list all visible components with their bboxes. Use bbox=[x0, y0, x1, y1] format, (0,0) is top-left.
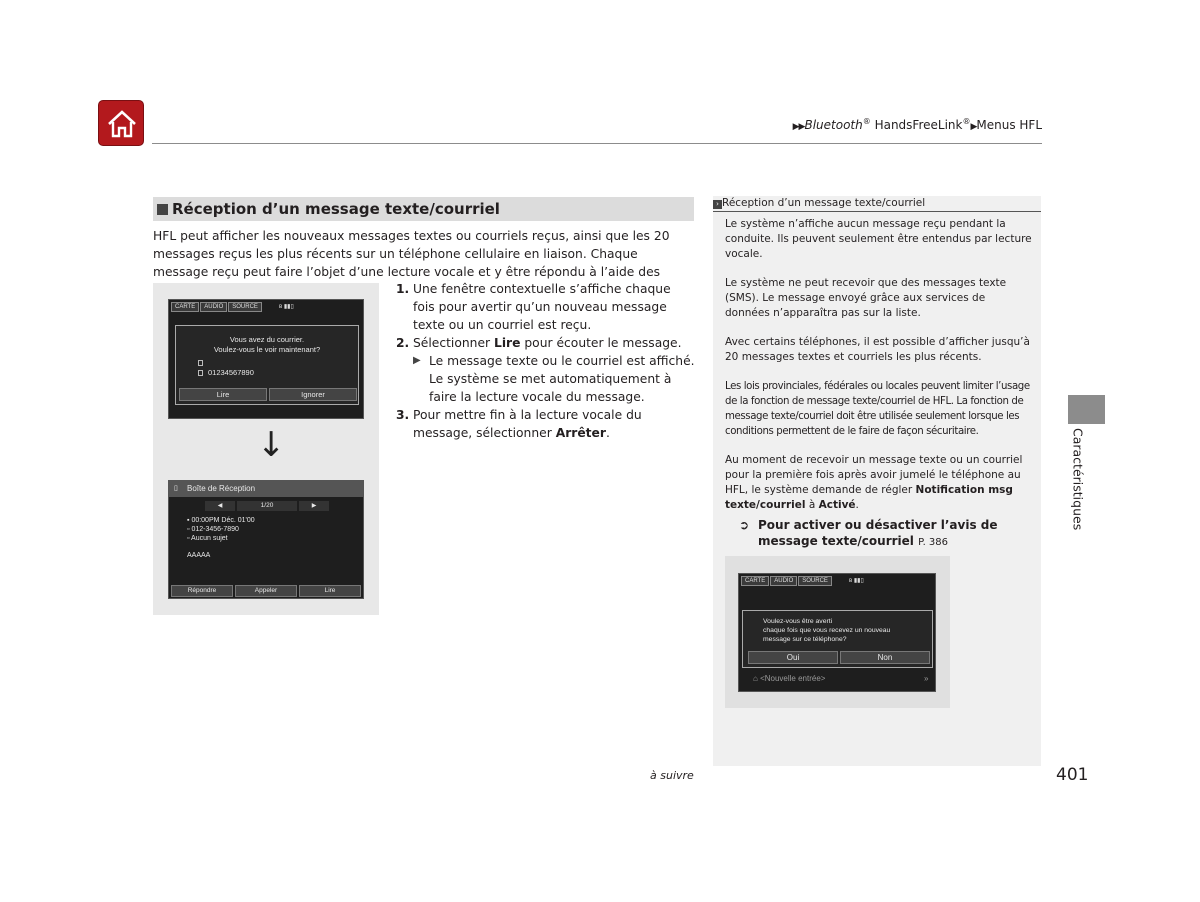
tab-source: SOURCE bbox=[798, 576, 832, 586]
screen-notification-prompt bbox=[738, 573, 936, 692]
prompt-line-2: chaque fois que vous recevez un nouveau bbox=[763, 627, 891, 634]
prev-page-button[interactable]: ◀ bbox=[205, 501, 235, 511]
header-divider bbox=[152, 143, 1042, 144]
tab-carte: CARTE bbox=[171, 302, 199, 312]
message-phone: ▫ 012-3456-7890 bbox=[187, 526, 239, 533]
continued-note: à suivre bbox=[650, 769, 694, 782]
scroll-down-icon[interactable]: » bbox=[924, 674, 929, 683]
inbox-title: Boîte de Réception bbox=[187, 484, 256, 493]
home-icon[interactable] bbox=[98, 100, 144, 146]
message-subject: ▫ Aucun sujet bbox=[187, 535, 228, 542]
registered-mark: ® bbox=[962, 117, 971, 126]
sidebar-paragraph: Le système ne peut recevoir que des messages texte (SMS). Le message envoyé grâce aux services de données n’apparaîtra pas sur la liste. bbox=[725, 277, 1007, 319]
intro-paragraph: HFL peut afficher les nouveaux messages textes ou courriels reçus, ainsi que les 20 messages reçus les plus récents sur un téléphone cellulaire en liaison. Chaque message reçu peut faire l’objet d’une lecture vocale et y être répondu à l’aide des bbox=[153, 229, 670, 279]
message-body: AAAAA bbox=[187, 552, 211, 559]
popup-dialog bbox=[742, 610, 933, 668]
breadcrumb-arrow-icon: ▶▶ bbox=[792, 122, 805, 132]
step-item bbox=[396, 334, 696, 352]
clock-icon: ▪ bbox=[187, 517, 192, 524]
down-arrow-icon: ↓ bbox=[257, 425, 286, 465]
call-button[interactable]: Appeler bbox=[235, 585, 297, 597]
tab-source: SOURCE bbox=[228, 302, 262, 312]
section-title bbox=[153, 197, 694, 221]
subject-icon: ▫ bbox=[187, 535, 192, 542]
section-title-text: Réception d’un message texte/courriel bbox=[172, 200, 500, 218]
read-button[interactable]: Lire bbox=[299, 585, 361, 597]
bluetooth-status-icon: ʙ ▮▮▯ bbox=[849, 578, 864, 584]
no-button[interactable]: Non bbox=[840, 651, 930, 664]
sidebar-paragraph: Le système n’affiche aucun message reçu pendant la conduite. Ils peuvent seulement être entendus par lecture vocale. bbox=[725, 218, 1032, 260]
popup-dialog bbox=[175, 325, 359, 405]
step-text: Pour mettre fin à la lecture vocale du message, sélectionner Arrêter. bbox=[413, 408, 642, 440]
prompt-line-3: message sur ce téléphone? bbox=[763, 636, 847, 643]
step-number: 3. bbox=[396, 408, 410, 422]
page-indicator: 1/20 bbox=[237, 501, 297, 511]
registered-mark: ® bbox=[862, 117, 871, 126]
step-number: 2. bbox=[396, 336, 410, 350]
page-reference[interactable]: P. 386 bbox=[918, 537, 949, 548]
reply-button[interactable]: Répondre bbox=[171, 585, 233, 597]
step-item bbox=[396, 280, 696, 334]
mail-icon bbox=[198, 360, 203, 366]
yes-button[interactable]: Oui bbox=[748, 651, 838, 664]
caller-number: 01234567890 bbox=[208, 368, 254, 377]
tab-audio: AUDIO bbox=[770, 576, 797, 586]
inbox-header bbox=[169, 481, 363, 497]
sidebar-paragraph: Au moment de recevoir un message texte ou un courriel pour la première fois après avoir jumelé le téléphone au HFL, le système demande de régler Notification msg texte/courriel à Activé. bbox=[725, 454, 1023, 511]
steps-list bbox=[396, 280, 696, 442]
result-arrow-icon: ▶ bbox=[413, 355, 421, 366]
inbox-icon: ▯ bbox=[174, 485, 178, 492]
step-text: Sélectionner Lire pour écouter le message. bbox=[413, 336, 682, 350]
chapter-tab-marker bbox=[1068, 395, 1105, 424]
breadcrumb-handsfreelink[interactable]: HandsFreeLink bbox=[874, 118, 963, 132]
step-text: Une fenêtre contextuelle s’affiche chaque fois pour avertir qu’un nouveau message texte ou un courriel est reçu. bbox=[413, 282, 671, 332]
tab-carte: CARTE bbox=[741, 576, 769, 586]
breadcrumb-arrow-icon: ▶ bbox=[970, 122, 977, 132]
square-bullet-icon bbox=[157, 204, 168, 215]
new-entry-row[interactable]: ⌂ <Nouvelle entrée> bbox=[753, 674, 826, 683]
screen-new-message-popup bbox=[168, 299, 364, 419]
popup-line-2: Voulez-vous le voir maintenant? bbox=[213, 345, 321, 354]
bluetooth-status-icon: ʙ ▮▮▯ bbox=[279, 304, 294, 310]
message-date: ▪ 00:00PM Déc. 01'00 bbox=[187, 517, 255, 524]
link-arrow-icon: ➲ bbox=[739, 518, 750, 532]
breadcrumb-menus-hfl[interactable]: Menus HFL bbox=[976, 118, 1042, 132]
next-page-button[interactable]: ▶ bbox=[299, 501, 329, 511]
screen-inbox bbox=[168, 480, 364, 599]
phone-icon: ▫ bbox=[187, 526, 192, 533]
read-button[interactable]: Lire bbox=[179, 388, 267, 401]
breadcrumb bbox=[793, 117, 1042, 132]
breadcrumb-bluetooth[interactable]: Bluetooth bbox=[804, 118, 863, 132]
step-item bbox=[396, 406, 696, 442]
page-number: 401 bbox=[1056, 765, 1089, 785]
sidebar-paragraph: Avec certains téléphones, il est possible d’afficher jusqu’à 20 messages textes et courriels les plus récents. bbox=[725, 336, 1030, 363]
step-result: ▶ Le message texte ou le courriel est affiché. Le système se met automatiquement à faire la lecture vocale du message. bbox=[413, 354, 695, 404]
cross-reference-link[interactable]: ➲ Pour activer ou désactiver l’avis de message texte/courriel P. 386 bbox=[725, 517, 1033, 551]
popup-line-1: Vous avez du courrier. bbox=[229, 335, 305, 344]
ignore-button[interactable]: Ignorer bbox=[269, 388, 357, 401]
prompt-line-1: Voulez-vous être averti bbox=[763, 618, 833, 625]
step-number: 1. bbox=[396, 282, 410, 296]
entry-icon: ⌂ bbox=[753, 674, 761, 683]
chapter-label: Caractéristiques bbox=[1070, 428, 1086, 531]
tab-audio: AUDIO bbox=[200, 302, 227, 312]
phone-icon bbox=[198, 370, 203, 376]
sidebar-title: › Réception d’un message texte/courriel bbox=[713, 196, 1041, 212]
sidebar-body bbox=[725, 217, 1033, 551]
note-icon: › bbox=[713, 200, 722, 209]
sidebar-paragraph: Les lois provinciales, fédérales ou locales peuvent limiter l’usage de la fonction de message texte/courriel de HFL. La fonction de message texte/courriel doit être utilisée seulement lorsque les conditions permettent de le faire de façon sécuritaire. bbox=[725, 381, 1030, 437]
